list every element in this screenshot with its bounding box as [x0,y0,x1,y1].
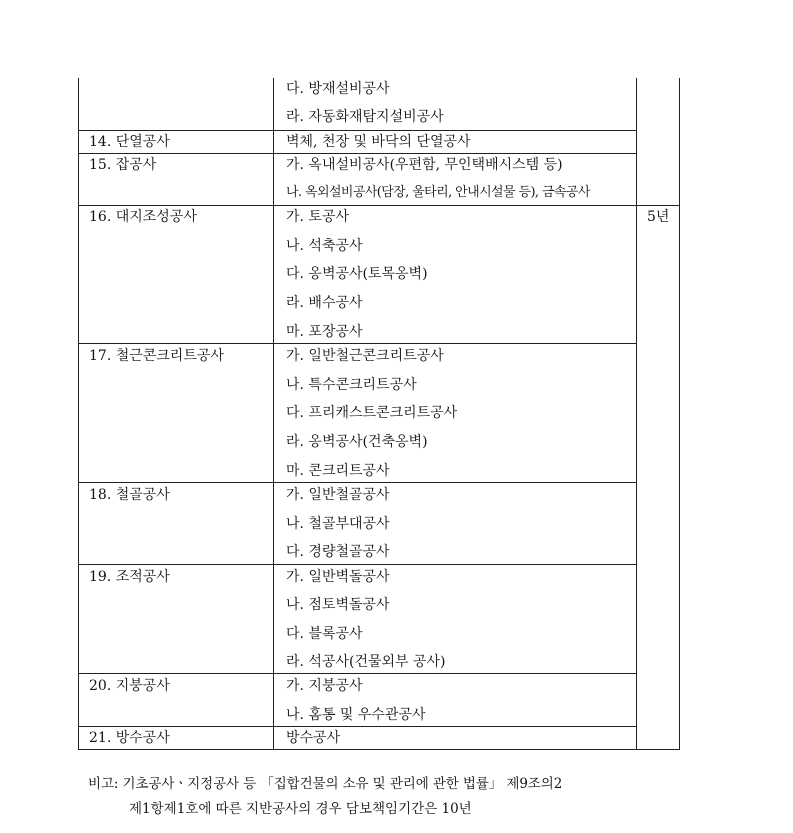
table-cell-item: 벽체, 천장 및 바닥의 단열공사 [286,134,471,150]
table-cell-item: 라. 석공사(건물외부 공사) [286,654,446,670]
footnote-line: 비고: 기초공사ㆍ지정공사 등 「집합건물의 소유 및 관리에 관한 법률」 제9조의2 [88,776,563,792]
table-cell-item: 가. 일반철근콘크리트공사 [286,348,444,364]
table-cell-category: 18. 철골공사 [89,487,170,503]
row-divider [78,343,636,344]
table-cell-item: 가. 일반벽돌공사 [286,569,390,585]
table-border-left [78,78,79,750]
table-cell-item: 라. 배수공사 [286,295,363,311]
table-cell-item: 라. 자동화재탐지설비공사 [286,109,444,125]
table-border-right [679,78,680,750]
table-cell-item: 나. 옥외설비공사(담장, 울타리, 안내시설물 등), 금속공사 [286,185,590,200]
row-divider [78,205,679,206]
table-cell-item: 다. 프리캐스트콘크리트공사 [286,405,458,421]
table-cell-category: 17. 철근콘크리트공사 [89,348,224,364]
table-cell-item: 가. 지붕공사 [286,678,363,694]
table-cell-category: 20. 지붕공사 [89,678,170,694]
table-cell-item: 마. 콘크리트공사 [286,463,390,479]
row-divider [78,130,636,131]
row-divider [78,564,636,565]
footnote-line: 제1항제1호에 따른 지반공사의 경우 담보책임기간은 10년 [129,801,472,817]
column-divider-items [636,78,637,750]
table-cell-item: 다. 방재설비공사 [286,81,390,97]
row-divider [78,726,636,727]
table-cell-category: 14. 단열공사 [89,134,170,150]
table-cell-item: 나. 철골부대공사 [286,516,390,532]
table-cell-item: 방수공사 [286,730,341,746]
table-cell-item: 라. 옹벽공사(건축옹벽) [286,434,428,450]
table-cell-item: 다. 블록공사 [286,626,363,642]
table-cell-item: 나. 홈통 및 우수관공사 [286,707,426,723]
table-cell-category: 19. 조적공사 [89,569,170,585]
row-divider [78,482,636,483]
table-cell-category: 21. 방수공사 [89,730,170,746]
warranty-period: 5년 [647,209,670,225]
table-cell-item: 다. 경량철골공사 [286,544,390,560]
table-border-bottom [78,749,680,750]
table-cell-item: 나. 석축공사 [286,238,363,254]
table-cell-item: 나. 점토벽돌공사 [286,597,390,613]
table-cell-item: 가. 옥내설비공사(우편함, 무인택배시스템 등) [286,157,563,173]
table-cell-category: 16. 대지조성공사 [89,209,197,225]
table-cell-category: 15. 잡공사 [89,157,157,173]
table-cell-item: 가. 토공사 [286,209,349,225]
table-cell-item: 가. 일반철골공사 [286,487,390,503]
table-cell-item: 마. 포장공사 [286,324,363,340]
table-cell-item: 다. 옹벽공사(토목옹벽) [286,266,428,282]
row-divider [78,673,636,674]
column-divider-category [273,78,274,750]
table-cell-item: 나. 특수콘크리트공사 [286,377,417,393]
row-divider [78,153,636,154]
